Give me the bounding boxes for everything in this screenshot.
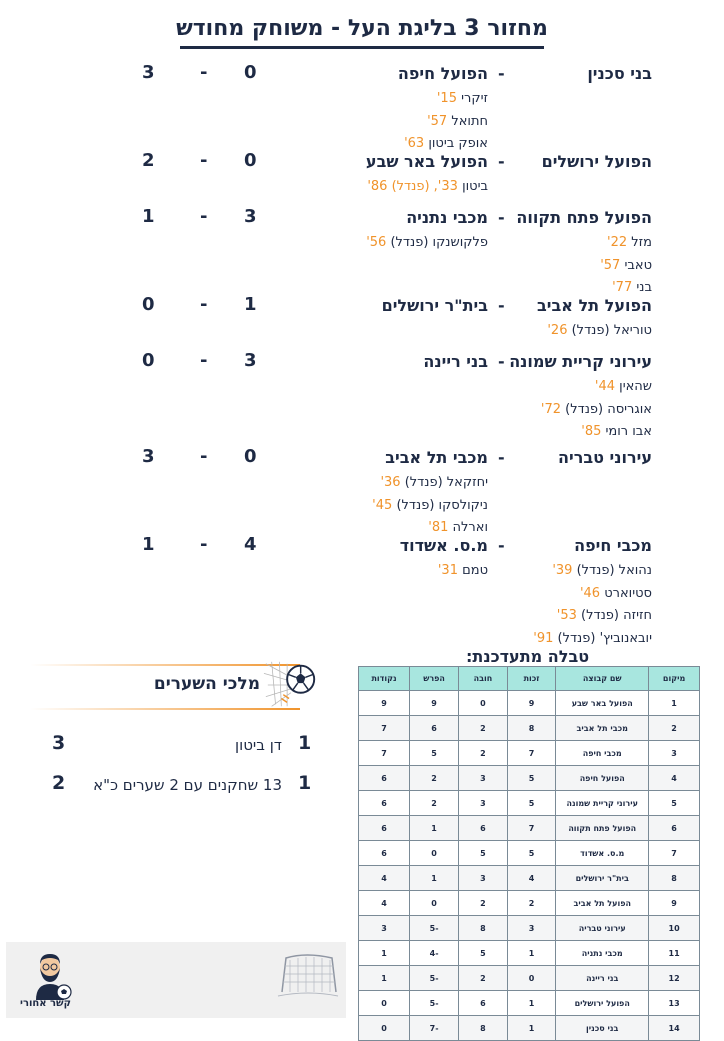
scorer-line <box>600 232 652 255</box>
table-cell: מ.ס. אשדוד <box>556 841 649 866</box>
table-cell: 7 <box>507 741 556 766</box>
table-cell: 6 <box>459 991 508 1016</box>
goal-minute: 57' <box>427 113 448 129</box>
scorer-line <box>533 605 652 628</box>
home-score: 0 <box>244 62 257 83</box>
scorer-name: ביטון <box>462 179 488 194</box>
divider-line <box>30 708 300 710</box>
table-cell: -5 <box>410 991 459 1016</box>
versus-dash: - <box>498 536 505 555</box>
goal-net-icon <box>276 948 340 1004</box>
away-team: מכבי נתניה <box>406 208 488 227</box>
table-cell: מכבי חיפה <box>556 741 649 766</box>
table-cell: 10 <box>649 916 700 941</box>
table-row <box>359 991 700 1016</box>
table-cell: 0 <box>459 691 508 716</box>
home-score: 1 <box>244 294 257 315</box>
table-cell: 6 <box>649 816 700 841</box>
table-cell: 8 <box>507 716 556 741</box>
home-score: 0 <box>244 446 257 467</box>
home-team: עירוני טבריה <box>558 448 652 467</box>
table-row <box>359 691 700 716</box>
goal-minute: 39' <box>552 563 573 578</box>
match-row <box>0 206 724 295</box>
away-score: 1 <box>142 206 155 227</box>
table-cell: 2 <box>459 716 508 741</box>
table-cell: 9 <box>507 691 556 716</box>
score-separator: - <box>200 206 208 227</box>
table-cell: 2 <box>410 791 459 816</box>
scorer-line <box>600 255 652 278</box>
table-cell: 2 <box>459 891 508 916</box>
table-cell: 13 <box>649 991 700 1016</box>
table-cell: 3 <box>359 916 410 941</box>
table-cell: 6 <box>459 816 508 841</box>
goal-minute: 53' <box>556 608 577 623</box>
table-cell: 1 <box>359 941 410 966</box>
away-score: 0 <box>142 294 155 315</box>
scorer-line <box>372 495 488 518</box>
table-cell: 5 <box>459 941 508 966</box>
table-cell: 14 <box>649 1016 700 1041</box>
table-header-row <box>359 667 700 691</box>
table-cell: 3 <box>459 866 508 891</box>
home-team: הפועל ירושלים <box>541 152 652 171</box>
home-team: מכבי חיפה <box>574 536 652 555</box>
versus-dash: - <box>498 352 505 371</box>
home-score: 3 <box>244 206 257 227</box>
away-team: בני ריינה <box>423 352 488 371</box>
scorer-name: טוריאל (פנדל) <box>571 323 652 338</box>
table-cell: 1 <box>507 941 556 966</box>
table-cell: -4 <box>410 941 459 966</box>
match-row <box>0 446 724 535</box>
table-cell: 2 <box>459 741 508 766</box>
table-cell: 5 <box>507 766 556 791</box>
home-scorers <box>533 560 652 650</box>
table-cell: מכבי תל אביב <box>556 716 649 741</box>
table-cell: 4 <box>507 866 556 891</box>
table-cell: 0 <box>507 966 556 991</box>
score-separator: - <box>200 150 208 171</box>
table-cell: 5 <box>507 841 556 866</box>
table-cell: 3 <box>649 741 700 766</box>
scorer-line <box>404 88 488 111</box>
table-cell: 12 <box>649 966 700 991</box>
scorer-name: אופק ביטון <box>428 136 488 151</box>
bearded-man-logo-icon <box>24 948 76 1000</box>
versus-dash: - <box>498 64 505 83</box>
table-cell: 3 <box>459 766 508 791</box>
away-score: 1 <box>142 534 155 555</box>
table-cell: 7 <box>649 841 700 866</box>
soccer-ball-icon <box>262 656 320 714</box>
scorer-name: יחזקאל (פנדל) <box>404 475 488 490</box>
table-cell: 5 <box>507 791 556 816</box>
table-cell: 8 <box>649 866 700 891</box>
away-scorers <box>366 232 488 255</box>
table-cell: 0 <box>359 991 410 1016</box>
versus-dash: - <box>498 152 505 171</box>
goal-minute: 57' <box>600 257 621 273</box>
table-cell: הפועל פתח תקווה <box>556 816 649 841</box>
table-cell: 9 <box>649 891 700 916</box>
home-team: הפועל פתח תקווה <box>516 208 652 227</box>
table-cell: 6 <box>359 841 410 866</box>
scorer-line <box>404 111 488 134</box>
table-cell: 4 <box>359 866 410 891</box>
scorer-name: טמם <box>462 563 488 578</box>
table-cell: 4 <box>649 766 700 791</box>
table-cell: 5 <box>649 791 700 816</box>
versus-dash: - <box>498 448 505 467</box>
scorer-line <box>366 232 488 255</box>
scorer-goals: 2 <box>52 772 66 794</box>
score-separator: - <box>200 446 208 467</box>
table-cell: בית"ר ירושלים <box>556 866 649 891</box>
score-separator: - <box>200 350 208 371</box>
goal-minute: 15' <box>436 91 457 106</box>
table-cell: 7 <box>359 741 410 766</box>
goal-minute: 63' <box>404 136 425 151</box>
scorer-name: בני <box>636 280 652 295</box>
scorer-name: יובאנוביץ' (פנדל) <box>557 630 652 646</box>
away-scorers <box>372 472 488 540</box>
table-row <box>359 816 700 841</box>
table-cell: בני ריינה <box>556 966 649 991</box>
home-scorers <box>547 320 652 343</box>
home-team: הפועל תל אביב <box>537 296 652 315</box>
away-scorers <box>404 88 488 156</box>
table-cell: 1 <box>649 691 700 716</box>
match-row <box>0 350 724 439</box>
standings-table <box>358 666 700 1041</box>
scorer-name: מזל <box>631 235 652 250</box>
away-score: 3 <box>142 62 155 83</box>
table-cell: הפועל ירושלים <box>556 991 649 1016</box>
table-row <box>359 791 700 816</box>
table-cell: מכבי נתניה <box>556 941 649 966</box>
goal-minute: 45' <box>372 497 393 513</box>
away-team: הפועל חיפה <box>397 64 488 83</box>
page-title: מחזור 3 בליגת העל - משוחק מחודש <box>176 16 548 41</box>
table-cell: 4 <box>359 891 410 916</box>
table-row <box>359 716 700 741</box>
away-score: 0 <box>142 350 155 371</box>
title-underline <box>180 46 544 49</box>
table-cell: עירוני קריית שמונה <box>556 791 649 816</box>
scorer-line <box>541 399 652 422</box>
table-cell: 0 <box>359 1016 410 1041</box>
score-separator: - <box>200 294 208 315</box>
match-row <box>0 534 724 646</box>
scorer-name: חזיזה (פנדל) <box>581 608 652 623</box>
away-score: 3 <box>142 446 155 467</box>
away-score: 2 <box>142 150 155 171</box>
home-team: בני סכנין <box>587 64 652 83</box>
home-score: 4 <box>244 534 257 555</box>
table-row <box>359 866 700 891</box>
scorer-line <box>541 421 652 444</box>
table-cell: 9 <box>359 691 410 716</box>
goal-minute: 91' <box>533 630 554 646</box>
table-cell: -5 <box>410 966 459 991</box>
scorer-line <box>547 320 652 343</box>
scorer-line <box>533 560 652 583</box>
scorer-name: נהואל (פנדל) <box>576 563 652 578</box>
table-cell: 8 <box>459 916 508 941</box>
scorer-name: אוגריסה (פנדל) <box>565 401 652 417</box>
table-cell: 2 <box>459 966 508 991</box>
table-cell: 1 <box>410 816 459 841</box>
scorer-rank: 1 <box>298 772 312 794</box>
scorer-name: חתואל <box>451 113 488 129</box>
top-scorers-header <box>30 662 340 714</box>
table-row <box>359 841 700 866</box>
table-cell: 5 <box>410 741 459 766</box>
table-row <box>359 766 700 791</box>
scorer-rank: 1 <box>298 732 312 754</box>
home-scorers <box>600 232 652 300</box>
table-cell: 7 <box>507 816 556 841</box>
versus-dash: - <box>498 296 505 315</box>
table-cell: -5 <box>410 916 459 941</box>
table-cell: 2 <box>410 766 459 791</box>
scorer-line <box>367 176 488 199</box>
table-cell: 3 <box>507 916 556 941</box>
table-cell: 0 <box>410 891 459 916</box>
scorer-line <box>541 376 652 399</box>
scorer-name: זיקרי <box>461 91 488 106</box>
table-row <box>359 966 700 991</box>
column-header: הפרש <box>410 667 459 691</box>
score-separator: - <box>200 62 208 83</box>
home-score: 0 <box>244 150 257 171</box>
column-header: נקודות <box>359 667 410 691</box>
table-cell: 1 <box>507 991 556 1016</box>
logo-text: קשר אחורי <box>20 998 71 1009</box>
table-cell: 6 <box>359 766 410 791</box>
scorer-goals: 3 <box>52 732 66 754</box>
goal-minute: 33', (פנדל) 86' <box>367 179 458 194</box>
footer <box>6 942 346 1018</box>
divider-line <box>30 664 300 666</box>
table-cell: 1 <box>507 1016 556 1041</box>
scorer-line <box>372 472 488 495</box>
table-cell: 6 <box>359 816 410 841</box>
away-scorers <box>367 176 488 199</box>
scorer-name: אבו רומי <box>605 424 652 439</box>
table-cell: 6 <box>410 716 459 741</box>
table-cell: הפועל תל אביב <box>556 891 649 916</box>
scorer-name: שהאין <box>619 379 652 394</box>
column-header: מיקום <box>649 667 700 691</box>
scorer-name: טאבי <box>624 257 652 273</box>
column-header: חובה <box>459 667 508 691</box>
top-scorers-title: מלכי השערים <box>153 674 260 694</box>
table-cell: 0 <box>410 841 459 866</box>
goal-minute: 31' <box>437 563 458 578</box>
table-row <box>359 1016 700 1041</box>
table-cell: 2 <box>649 716 700 741</box>
goal-minute: 44' <box>594 379 616 394</box>
scorer-name: ניקולסקו (פנדל) <box>396 497 488 513</box>
table-row <box>359 891 700 916</box>
goal-minute: 46' <box>579 585 601 601</box>
goal-minute: 85' <box>581 424 602 439</box>
score-separator: - <box>200 534 208 555</box>
table-cell: 11 <box>649 941 700 966</box>
table-cell: 9 <box>410 691 459 716</box>
goal-minute: 26' <box>547 323 568 338</box>
versus-dash: - <box>498 208 505 227</box>
scorer-name: פלקושנקו (פנדל) <box>390 235 488 250</box>
goal-minute: 77' <box>612 280 633 295</box>
goal-minute: 72' <box>540 401 561 417</box>
scorer-name: סטיוארט <box>604 585 652 601</box>
table-row <box>359 741 700 766</box>
goal-minute: 81' <box>428 520 449 535</box>
away-team: מ.ס. אשדוד <box>399 536 488 555</box>
table-cell: 7 <box>359 716 410 741</box>
table-cell: 2 <box>507 891 556 916</box>
column-header: שם קבוצה <box>556 667 649 691</box>
goal-minute: 56' <box>366 235 387 250</box>
away-team: בית"ר ירושלים <box>381 296 488 315</box>
goal-minute: 36' <box>380 475 401 490</box>
away-team: מכבי תל אביב <box>385 448 488 467</box>
scorer-name: וארלה <box>452 520 488 535</box>
scorer-line <box>438 560 488 583</box>
table-cell: הפועל באר שבע <box>556 691 649 716</box>
table-cell: 1 <box>359 966 410 991</box>
table-row <box>359 941 700 966</box>
away-scorers <box>438 560 488 583</box>
table-row <box>359 916 700 941</box>
home-team: עירוני קריית שמונה <box>509 352 652 371</box>
table-cell: בני סכנין <box>556 1016 649 1041</box>
scorer-name: דן ביטון <box>235 736 282 754</box>
scorer-line <box>533 583 652 606</box>
goal-minute: 22' <box>607 235 628 250</box>
away-team: הפועל באר שבע <box>365 152 488 171</box>
scorer-name: 13 שחקנים עם 2 שערים כ"א <box>93 776 282 794</box>
table-cell: 5 <box>459 841 508 866</box>
table-cell: עירוני טבריה <box>556 916 649 941</box>
table-cell: 1 <box>410 866 459 891</box>
match-row <box>0 62 724 151</box>
home-scorers <box>541 376 652 444</box>
column-header: זכות <box>507 667 556 691</box>
table-cell: 6 <box>359 791 410 816</box>
home-score: 3 <box>244 350 257 371</box>
table-cell: -7 <box>410 1016 459 1041</box>
table-title: טבלה מתעדכנת: <box>466 647 590 666</box>
table-cell: 3 <box>459 791 508 816</box>
table-cell: הפועל חיפה <box>556 766 649 791</box>
table-cell: 8 <box>459 1016 508 1041</box>
